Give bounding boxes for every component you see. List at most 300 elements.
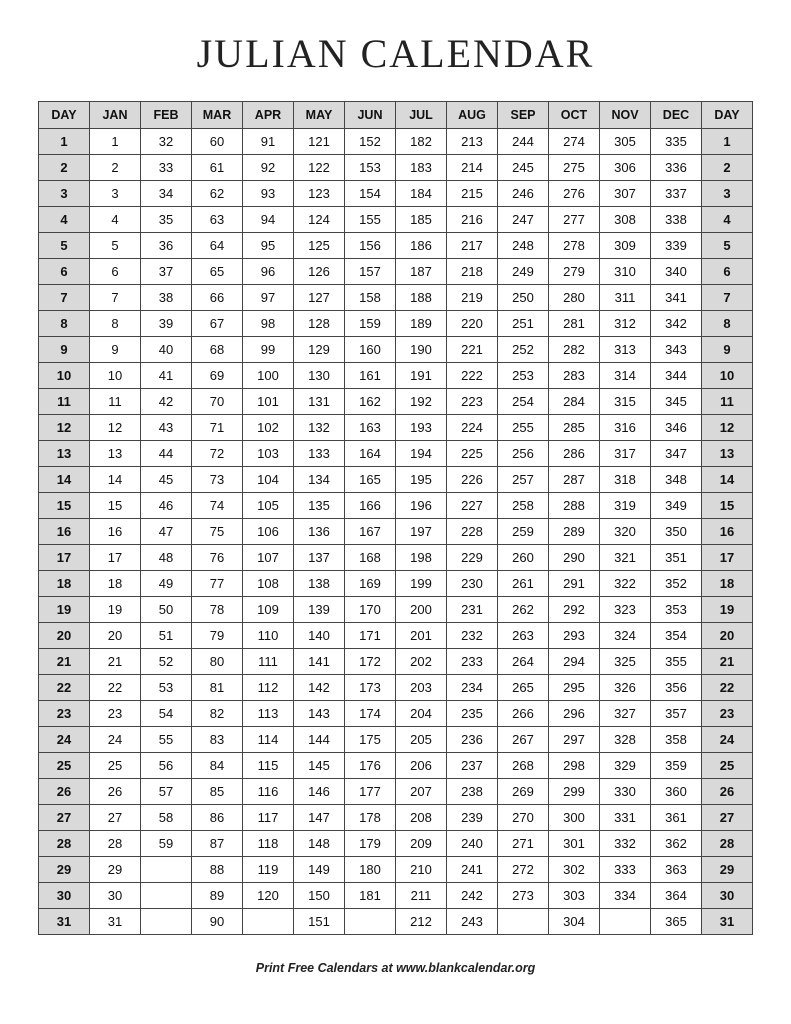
julian-day-cell: 162	[345, 389, 396, 415]
julian-day-cell: 362	[651, 831, 702, 857]
julian-day-cell: 343	[651, 337, 702, 363]
table-row	[39, 805, 753, 831]
table-row	[39, 181, 753, 207]
julian-day-cell: 287	[549, 467, 600, 493]
julian-day-cell: 1	[90, 129, 141, 155]
julian-day-cell: 308	[600, 207, 651, 233]
julian-day-cell: 212	[396, 909, 447, 935]
table-row	[39, 467, 753, 493]
julian-day-cell: 23	[90, 701, 141, 727]
day-number-left: 11	[39, 389, 90, 415]
day-number-right: 12	[702, 415, 753, 441]
julian-day-cell: 325	[600, 649, 651, 675]
julian-day-cell: 239	[447, 805, 498, 831]
julian-day-cell: 93	[243, 181, 294, 207]
julian-day-cell: 194	[396, 441, 447, 467]
day-number-right: 31	[702, 909, 753, 935]
julian-day-cell: 22	[90, 675, 141, 701]
julian-day-cell: 41	[141, 363, 192, 389]
julian-day-cell: 286	[549, 441, 600, 467]
julian-day-cell: 2	[90, 155, 141, 181]
julian-day-cell: 139	[294, 597, 345, 623]
julian-day-cell: 26	[90, 779, 141, 805]
julian-day-cell: 285	[549, 415, 600, 441]
table-row	[39, 701, 753, 727]
day-number-left: 21	[39, 649, 90, 675]
julian-day-cell: 52	[141, 649, 192, 675]
julian-day-cell: 207	[396, 779, 447, 805]
julian-day-cell: 106	[243, 519, 294, 545]
day-number-left: 22	[39, 675, 90, 701]
day-number-right: 20	[702, 623, 753, 649]
day-number-right: 16	[702, 519, 753, 545]
day-number-left: 31	[39, 909, 90, 935]
julian-day-cell: 51	[141, 623, 192, 649]
julian-day-cell: 190	[396, 337, 447, 363]
julian-day-cell: 100	[243, 363, 294, 389]
julian-day-cell: 69	[192, 363, 243, 389]
julian-day-cell: 36	[141, 233, 192, 259]
julian-day-cell: 114	[243, 727, 294, 753]
julian-day-cell: 334	[600, 883, 651, 909]
julian-day-cell: 135	[294, 493, 345, 519]
table-row	[39, 233, 753, 259]
julian-day-cell: 124	[294, 207, 345, 233]
julian-day-cell: 92	[243, 155, 294, 181]
header-month: JUN	[345, 102, 396, 129]
julian-day-cell: 27	[90, 805, 141, 831]
julian-day-cell: 3	[90, 181, 141, 207]
julian-day-cell: 68	[192, 337, 243, 363]
julian-day-cell: 85	[192, 779, 243, 805]
julian-day-cell: 46	[141, 493, 192, 519]
julian-day-cell: 102	[243, 415, 294, 441]
julian-day-cell: 307	[600, 181, 651, 207]
julian-day-cell: 311	[600, 285, 651, 311]
julian-calendar-table	[38, 101, 753, 935]
julian-day-cell: 250	[498, 285, 549, 311]
day-number-left: 28	[39, 831, 90, 857]
julian-day-cell: 37	[141, 259, 192, 285]
day-number-left: 26	[39, 779, 90, 805]
julian-day-cell: 95	[243, 233, 294, 259]
julian-day-cell: 169	[345, 571, 396, 597]
julian-day-cell: 177	[345, 779, 396, 805]
julian-day-cell: 47	[141, 519, 192, 545]
julian-day-cell: 188	[396, 285, 447, 311]
julian-day-cell: 246	[498, 181, 549, 207]
day-number-right: 23	[702, 701, 753, 727]
julian-day-cell: 45	[141, 467, 192, 493]
julian-day-cell: 123	[294, 181, 345, 207]
julian-day-cell: 294	[549, 649, 600, 675]
julian-day-cell: 322	[600, 571, 651, 597]
julian-day-cell: 275	[549, 155, 600, 181]
julian-day-cell: 53	[141, 675, 192, 701]
header-month: AUG	[447, 102, 498, 129]
julian-day-cell: 82	[192, 701, 243, 727]
julian-day-cell: 283	[549, 363, 600, 389]
header-month: JUL	[396, 102, 447, 129]
day-number-left: 5	[39, 233, 90, 259]
day-number-right: 18	[702, 571, 753, 597]
julian-day-cell	[141, 883, 192, 909]
julian-day-cell: 216	[447, 207, 498, 233]
julian-day-cell: 34	[141, 181, 192, 207]
julian-day-cell: 56	[141, 753, 192, 779]
table-row	[39, 909, 753, 935]
julian-day-cell: 244	[498, 129, 549, 155]
julian-day-cell: 281	[549, 311, 600, 337]
julian-day-cell: 113	[243, 701, 294, 727]
julian-day-cell: 145	[294, 753, 345, 779]
table-row	[39, 831, 753, 857]
julian-day-cell: 301	[549, 831, 600, 857]
julian-day-cell: 279	[549, 259, 600, 285]
julian-day-cell: 267	[498, 727, 549, 753]
julian-day-cell: 186	[396, 233, 447, 259]
julian-day-cell: 96	[243, 259, 294, 285]
julian-day-cell: 17	[90, 545, 141, 571]
julian-day-cell: 357	[651, 701, 702, 727]
julian-day-cell: 55	[141, 727, 192, 753]
julian-day-cell: 344	[651, 363, 702, 389]
julian-day-cell: 160	[345, 337, 396, 363]
julian-day-cell: 202	[396, 649, 447, 675]
day-number-left: 12	[39, 415, 90, 441]
julian-day-cell: 271	[498, 831, 549, 857]
julian-day-cell	[345, 909, 396, 935]
julian-day-cell: 20	[90, 623, 141, 649]
day-number-right: 27	[702, 805, 753, 831]
julian-day-cell: 83	[192, 727, 243, 753]
day-number-right: 22	[702, 675, 753, 701]
julian-day-cell: 179	[345, 831, 396, 857]
day-number-right: 29	[702, 857, 753, 883]
day-number-right: 8	[702, 311, 753, 337]
day-number-right: 3	[702, 181, 753, 207]
day-number-left: 23	[39, 701, 90, 727]
julian-day-cell: 140	[294, 623, 345, 649]
julian-day-cell: 182	[396, 129, 447, 155]
julian-day-cell: 87	[192, 831, 243, 857]
julian-day-cell: 84	[192, 753, 243, 779]
julian-day-cell: 219	[447, 285, 498, 311]
julian-day-cell: 272	[498, 857, 549, 883]
julian-day-cell: 265	[498, 675, 549, 701]
julian-day-cell: 348	[651, 467, 702, 493]
day-number-left: 4	[39, 207, 90, 233]
julian-day-cell: 132	[294, 415, 345, 441]
julian-day-cell: 174	[345, 701, 396, 727]
day-number-left: 15	[39, 493, 90, 519]
julian-day-cell: 345	[651, 389, 702, 415]
day-number-left: 16	[39, 519, 90, 545]
header-month: DEC	[651, 102, 702, 129]
julian-day-cell: 260	[498, 545, 549, 571]
julian-day-cell: 358	[651, 727, 702, 753]
julian-day-cell: 48	[141, 545, 192, 571]
table-row	[39, 441, 753, 467]
day-number-right: 17	[702, 545, 753, 571]
julian-day-cell: 213	[447, 129, 498, 155]
julian-day-cell: 332	[600, 831, 651, 857]
julian-day-cell: 76	[192, 545, 243, 571]
julian-day-cell: 104	[243, 467, 294, 493]
julian-day-cell: 356	[651, 675, 702, 701]
julian-day-cell: 266	[498, 701, 549, 727]
day-number-left: 24	[39, 727, 90, 753]
julian-day-cell: 296	[549, 701, 600, 727]
day-number-left: 17	[39, 545, 90, 571]
day-number-left: 13	[39, 441, 90, 467]
julian-day-cell: 117	[243, 805, 294, 831]
julian-day-cell: 173	[345, 675, 396, 701]
table-row	[39, 597, 753, 623]
julian-day-cell: 155	[345, 207, 396, 233]
julian-day-cell: 66	[192, 285, 243, 311]
julian-day-cell: 327	[600, 701, 651, 727]
julian-day-cell: 238	[447, 779, 498, 805]
header-row	[39, 102, 753, 129]
julian-day-cell: 129	[294, 337, 345, 363]
julian-day-cell: 178	[345, 805, 396, 831]
julian-day-cell: 30	[90, 883, 141, 909]
day-number-left: 29	[39, 857, 90, 883]
julian-day-cell: 341	[651, 285, 702, 311]
julian-day-cell: 309	[600, 233, 651, 259]
julian-day-cell: 50	[141, 597, 192, 623]
julian-day-cell: 62	[192, 181, 243, 207]
day-number-right: 24	[702, 727, 753, 753]
julian-day-cell: 223	[447, 389, 498, 415]
julian-day-cell: 137	[294, 545, 345, 571]
julian-day-cell: 232	[447, 623, 498, 649]
julian-day-cell: 350	[651, 519, 702, 545]
julian-day-cell: 228	[447, 519, 498, 545]
julian-day-cell: 210	[396, 857, 447, 883]
julian-day-cell: 262	[498, 597, 549, 623]
julian-day-cell: 134	[294, 467, 345, 493]
julian-day-cell: 28	[90, 831, 141, 857]
day-number-right: 6	[702, 259, 753, 285]
julian-day-cell: 183	[396, 155, 447, 181]
julian-day-cell: 355	[651, 649, 702, 675]
julian-day-cell: 336	[651, 155, 702, 181]
julian-day-cell: 110	[243, 623, 294, 649]
julian-day-cell: 90	[192, 909, 243, 935]
julian-day-cell: 363	[651, 857, 702, 883]
julian-day-cell: 215	[447, 181, 498, 207]
julian-day-cell: 354	[651, 623, 702, 649]
julian-day-cell: 295	[549, 675, 600, 701]
julian-day-cell: 168	[345, 545, 396, 571]
julian-day-cell: 315	[600, 389, 651, 415]
julian-day-cell: 263	[498, 623, 549, 649]
julian-day-cell: 233	[447, 649, 498, 675]
julian-day-cell: 251	[498, 311, 549, 337]
julian-day-cell: 268	[498, 753, 549, 779]
day-number-right: 7	[702, 285, 753, 311]
header-month: APR	[243, 102, 294, 129]
julian-day-cell: 347	[651, 441, 702, 467]
day-number-left: 27	[39, 805, 90, 831]
julian-day-cell: 105	[243, 493, 294, 519]
day-number-right: 21	[702, 649, 753, 675]
julian-day-cell: 317	[600, 441, 651, 467]
julian-day-cell: 165	[345, 467, 396, 493]
julian-day-cell: 61	[192, 155, 243, 181]
day-number-left: 9	[39, 337, 90, 363]
julian-day-cell: 255	[498, 415, 549, 441]
julian-day-cell: 149	[294, 857, 345, 883]
julian-day-cell: 225	[447, 441, 498, 467]
julian-day-cell: 119	[243, 857, 294, 883]
day-number-right: 26	[702, 779, 753, 805]
julian-day-cell: 125	[294, 233, 345, 259]
julian-day-cell: 288	[549, 493, 600, 519]
julian-day-cell: 333	[600, 857, 651, 883]
julian-day-cell: 220	[447, 311, 498, 337]
julian-day-cell: 293	[549, 623, 600, 649]
julian-day-cell: 13	[90, 441, 141, 467]
julian-day-cell: 248	[498, 233, 549, 259]
julian-day-cell	[141, 909, 192, 935]
julian-day-cell: 340	[651, 259, 702, 285]
julian-day-cell: 197	[396, 519, 447, 545]
julian-day-cell: 335	[651, 129, 702, 155]
julian-day-cell: 157	[345, 259, 396, 285]
julian-day-cell: 133	[294, 441, 345, 467]
julian-day-cell: 241	[447, 857, 498, 883]
julian-day-cell: 236	[447, 727, 498, 753]
julian-day-cell: 24	[90, 727, 141, 753]
julian-day-cell: 342	[651, 311, 702, 337]
julian-day-cell: 319	[600, 493, 651, 519]
julian-day-cell: 269	[498, 779, 549, 805]
table-row	[39, 545, 753, 571]
julian-day-cell: 245	[498, 155, 549, 181]
julian-day-cell: 252	[498, 337, 549, 363]
julian-day-cell: 328	[600, 727, 651, 753]
julian-day-cell: 339	[651, 233, 702, 259]
table-row	[39, 285, 753, 311]
day-number-left: 30	[39, 883, 90, 909]
julian-day-cell: 310	[600, 259, 651, 285]
julian-day-cell: 167	[345, 519, 396, 545]
julian-day-cell: 330	[600, 779, 651, 805]
julian-day-cell: 172	[345, 649, 396, 675]
julian-day-cell: 221	[447, 337, 498, 363]
table-row	[39, 129, 753, 155]
header-month: MAY	[294, 102, 345, 129]
day-number-right: 5	[702, 233, 753, 259]
julian-day-cell: 71	[192, 415, 243, 441]
julian-day-cell	[243, 909, 294, 935]
julian-day-cell: 364	[651, 883, 702, 909]
julian-day-cell: 290	[549, 545, 600, 571]
header-month: SEP	[498, 102, 549, 129]
day-number-right: 1	[702, 129, 753, 155]
julian-day-cell: 35	[141, 207, 192, 233]
table-row	[39, 649, 753, 675]
julian-day-cell: 324	[600, 623, 651, 649]
julian-day-cell: 99	[243, 337, 294, 363]
julian-day-cell: 247	[498, 207, 549, 233]
julian-day-cell: 103	[243, 441, 294, 467]
julian-day-cell: 171	[345, 623, 396, 649]
julian-day-cell: 300	[549, 805, 600, 831]
julian-day-cell: 120	[243, 883, 294, 909]
julian-day-cell: 243	[447, 909, 498, 935]
table-row	[39, 311, 753, 337]
julian-day-cell: 70	[192, 389, 243, 415]
julian-day-cell: 156	[345, 233, 396, 259]
table-row	[39, 753, 753, 779]
header-month: MAR	[192, 102, 243, 129]
julian-day-cell: 144	[294, 727, 345, 753]
julian-day-cell: 237	[447, 753, 498, 779]
day-number-left: 20	[39, 623, 90, 649]
day-number-right: 28	[702, 831, 753, 857]
julian-day-cell: 191	[396, 363, 447, 389]
julian-day-cell: 185	[396, 207, 447, 233]
julian-day-cell: 97	[243, 285, 294, 311]
julian-day-cell: 38	[141, 285, 192, 311]
julian-day-cell: 353	[651, 597, 702, 623]
julian-day-cell: 226	[447, 467, 498, 493]
julian-day-cell: 64	[192, 233, 243, 259]
julian-day-cell: 21	[90, 649, 141, 675]
julian-day-cell: 352	[651, 571, 702, 597]
table-row	[39, 259, 753, 285]
julian-day-cell: 72	[192, 441, 243, 467]
page-title: JULIAN CALENDAR	[196, 31, 595, 76]
julian-day-cell: 39	[141, 311, 192, 337]
day-number-left: 19	[39, 597, 90, 623]
julian-day-cell: 74	[192, 493, 243, 519]
table-row	[39, 155, 753, 181]
table-row	[39, 779, 753, 805]
julian-day-cell: 331	[600, 805, 651, 831]
julian-day-cell: 198	[396, 545, 447, 571]
julian-day-cell: 361	[651, 805, 702, 831]
julian-day-cell: 11	[90, 389, 141, 415]
julian-day-cell: 158	[345, 285, 396, 311]
day-number-left: 14	[39, 467, 90, 493]
day-number-left: 6	[39, 259, 90, 285]
julian-day-cell: 349	[651, 493, 702, 519]
julian-day-cell: 131	[294, 389, 345, 415]
day-number-right: 25	[702, 753, 753, 779]
julian-day-cell: 323	[600, 597, 651, 623]
julian-day-cell: 346	[651, 415, 702, 441]
julian-day-cell: 204	[396, 701, 447, 727]
julian-day-cell: 230	[447, 571, 498, 597]
julian-day-cell	[141, 857, 192, 883]
julian-day-cell: 208	[396, 805, 447, 831]
julian-day-cell: 122	[294, 155, 345, 181]
julian-day-cell: 234	[447, 675, 498, 701]
julian-day-cell: 253	[498, 363, 549, 389]
table-row	[39, 493, 753, 519]
julian-day-cell: 166	[345, 493, 396, 519]
julian-day-cell: 86	[192, 805, 243, 831]
day-number-left: 25	[39, 753, 90, 779]
julian-day-cell: 199	[396, 571, 447, 597]
table-row	[39, 519, 753, 545]
julian-day-cell: 43	[141, 415, 192, 441]
